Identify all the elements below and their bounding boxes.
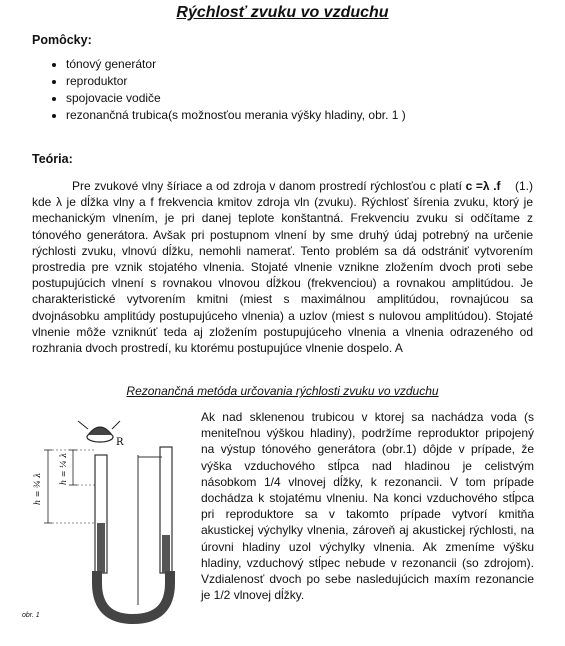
list-item: • reproduktor [66, 73, 406, 90]
u-tube-bend [97, 571, 170, 619]
list-item: • spojovacie vodiče [66, 90, 406, 107]
list-item: • tónový generátor [66, 56, 406, 73]
height-label-left: h = ¾ λ [33, 472, 42, 505]
teoria-text-2: kde λ je dĺžka vlny a f frekvencia kmitov zdroja vln (zvuku). Rýchlosť šírenia zvuku, ktorý je mechanickým vlnením, je pri danej teplote konštantná. Frekvenciu zvuku si odčítame z tónového generátora. Avšak pri postupnom vlnení by sme druhý údaj potrebný na určenie rýchlosti zvuku, vlnovú dĺžku, nemohli namerať. Tento problém sa dá odstrániť vytvorením prostredia pre vznik stojatého vlnenia. Stojaté vlnenie vznikne zložením dvoch proti sebe postupujúcich vlnení s rovnakou vlnovou dĺžkou (frekvenciou) a rovnakou amplitúdou. Je charakteristické vytvorením kmitni (miest s maximálnou amplitúdou, rovnajúcou sa dvojnásobku amplitúdy postupujúceho vlnenia) a uzlov (miest s nulovou amplitúdou). Stojaté vlnenie môže vzniknúť teda aj zložením postupujúceho vlnenia a vlnenia odrazeného od rozhrania dvoch prostredí, ku ktorému postupujúce vlnenie dospelo. A [32, 195, 533, 356]
pomocky-list [48, 56, 406, 124]
metoda-heading: Rezonančná metóda určovania rýchlosti zvuku vo vzduchu [126, 384, 439, 398]
teoria-text-1: Pre zvukové vlny šíriace a od zdroja v danom prostredí rýchlosťou c platí [72, 179, 463, 193]
left-water [97, 523, 105, 573]
teoria-paragraph [32, 178, 533, 356]
metoda-paragraph: Ak nad sklenenou trubicou v ktorej sa nachádza voda (s meniteľnou výškou hladiny), podržíme reproduktor pripojený na výstup tónového generátora (obr.1) dôjde v prípade, že výška vzduchového stĺpca nad hladinou je celistvým násobkom 1/4 vlnovej dĺžky, k rezonancii. V tom prípade dochádza k stojatému vlneniu. Na konci vzduchového stĺpca pri reproduktore sa v takomto prípade vytvorí kmitňa akustickej výchylky vlnenia, zároveň aj akustickej rýchlosti, na úrovni hladiny uzol výchylky vlnenia. Ak zmeníme výšku hladiny, vzduchový stĺpec nebude v rezonancii (so zdrojom). Vzdialenosť dvoch po sebe nasledujúcich maxím rezonancie je 1/2 vlnovej dĺžky. [201, 410, 534, 603]
right-water [162, 535, 170, 573]
pomocky-heading: Pomôcky: [32, 33, 92, 47]
equation-number: (1.) [515, 179, 534, 193]
speaker-label: R [116, 437, 124, 448]
formula: c =λ .f [465, 179, 501, 193]
height-label-right: h = ¼ λ [59, 452, 68, 485]
figure-caption: obr. 1 [22, 612, 40, 619]
teoria-heading: Teória: [32, 152, 73, 166]
list-item: • rezonančná trubica(s možnosťou merania výšky hladiny, obr. 1 ) [66, 107, 406, 124]
speaker-icon [78, 421, 120, 442]
resonance-tube-figure [18, 405, 198, 630]
page-title: Rýchlosť zvuku vo vzduchu [176, 4, 389, 21]
